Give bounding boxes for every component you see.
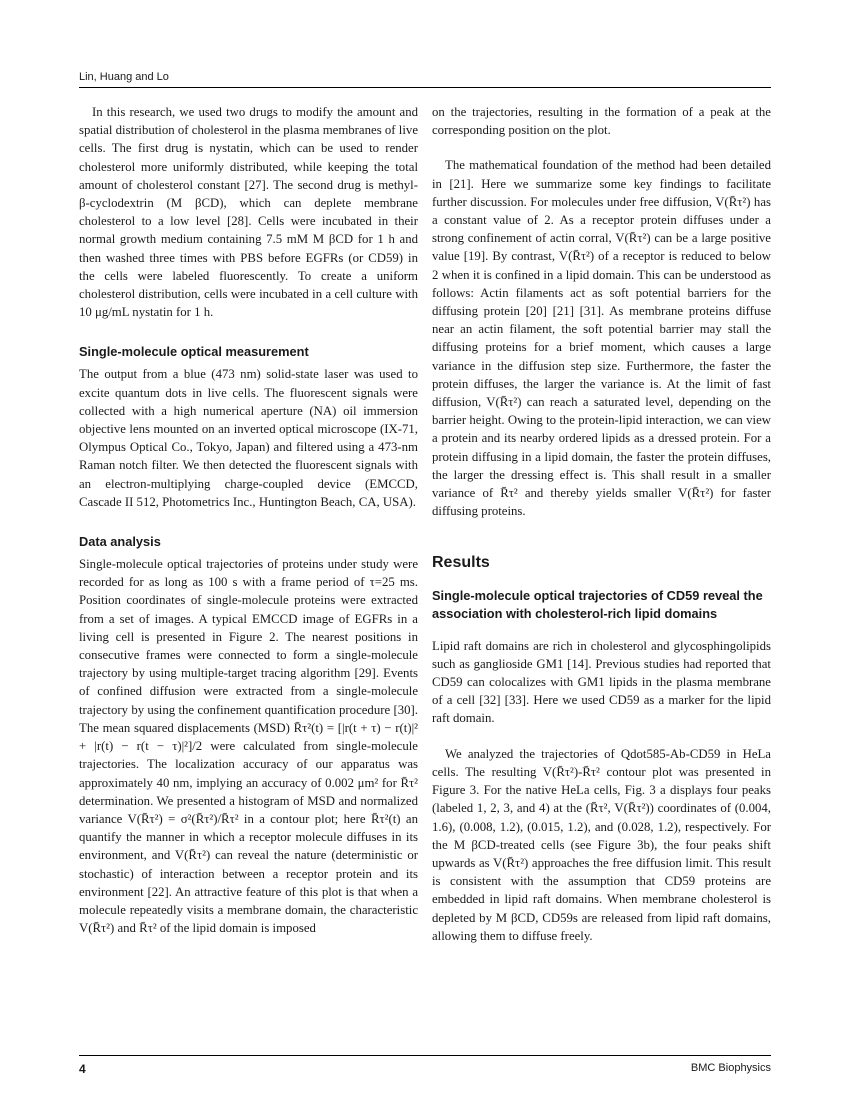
- page-footer: [79, 1055, 771, 1076]
- paragraph: Lipid raft domains are rich in cholesterol and glycosphingolipids such as ganglioside GM1 [14]. Previous studies had reported that CD59 can colocalizes with GM1 lipids in the plasma membrane of a cell [32] [33]. Here we used CD59 as a marker for the lipid raft domain.: [432, 638, 771, 726]
- left-column: [79, 103, 418, 937]
- journal-name: BMC Biophysics: [690, 1062, 771, 1074]
- paragraph: We analyzed the trajectories of Qdot585-Ab-CD59 in HeLa cells. The resulting V(R̄τ²)-R̄τ² contour plot was presented in Figure 3. For the native HeLa cells, Fig. 3 a displays four peaks (labeled 1, 2, 3, and 4) at the (R̄τ², V(R̄τ²)) coordinates of (0.004, 1.6), (0.008, 1.2), (0.015, 1.2), and (0.028, 1.2), respectively. For the M βCD-treated cells (see Figure 3b), the four peaks shift upwards as V(R̄τ²) approaches the free diffusion limit. This result is consistent with the assumption that CD59 proteins are embedded in lipid raft domains. When membrane cholesterol is depleted by M βCD, CD59s are released from lipid raft domains, allowing them to diffuse freely.: [432, 746, 771, 943]
- results-heading: Results: [432, 554, 490, 572]
- section-heading-data-analysis: Data analysis: [79, 534, 161, 550]
- paragraph: The output from a blue (473 nm) solid-state laser was used to excite quantum dots in live cells. The fluorescent signals were collected with a high numerical aperture (NA) oil immersion objective lens mounted on an inverted optical microscope (IX-71, Olympus Optical Co., Tokyo, Japan) and filtered using a 473-nm Raman notch filter. We then detected the fluorescent signals with an electron-multiplying charge-coupled device (EMCCD, Cascade II 512, Photometrics Inc., Huntington Beach, CA, USA).: [79, 367, 418, 509]
- section-heading-optical-measurement: Single-molecule optical measurement: [79, 344, 309, 360]
- paragraph: In this research, we used two drugs to modify the amount and spatial distribution of cholesterol in the plasma membranes of live cells. The first drug is nystatin, which can be used to render cholesterol more uniformly distributed, while keeping the total amount of cholesterol constant [27]. The second drug is methyl- β-cyclodextrin (M βCD), which can deplete membrane cholesterol to a low level [28]. Cells were incubated in their normal growth medium containing 7.5 mM M βCD for 1 h and then washed three times with PBS before EGFRs (or CD59) in the cells were labeled fluorescently. To create a uniform cholesterol distribution, cells were incubated in a cell culture with 10 μg/mL nystatin for 1 h.: [79, 105, 418, 320]
- running-head-authors: Lin, Huang and Lo: [79, 71, 169, 83]
- subsection-heading-cd59: Single-molecule optical trajectories of CD59 reveal the association with cholesterol-rich lipid domains: [432, 587, 763, 621]
- right-column: [432, 103, 771, 945]
- paragraph: The mathematical foundation of the method had been detailed in [21]. Here we summarize some key findings to facilitate further discussion. For molecules under free diffusion, V(R̄τ²) has a constant value of 2. As a receptor protein diffuses under a strong confinement of actin corral, V(R̄τ²) can be a large positive value [19]. By contrast, V(R̄τ²) of a receptor is reduced to below 2 when it is confined in a lipid domain. This can be understood as follows: Actin filaments act as soft potential barriers for the diffusing protein [20] [21] [31]. As membrane proteins diffuse near an actin filament, the soft potential barrier may stall the diffusing proteins for a brief moment, which causes a large variance in the diffusion step size. Furthermore, the faster the protein diffuses, the larger the variance is. At the limit of fast diffusion, V(R̄τ²) can reach a saturated level, depending on the barrier height. Owing to the protein-lipid interaction, we can view a protein and its nearby ordered lipids as a dressed protein. For a protein diffusing in a lipid domain, the faster the protein diffuses, the larger the dressing effect is. This shall result in a smaller variance of R̄τ² and thereby yields smaller V(R̄τ²) for faster diffusing proteins.: [432, 158, 771, 519]
- paragraph: on the trajectories, resulting in the formation of a peak at the corresponding position on the plot.: [432, 105, 771, 138]
- page-number: 4: [79, 1062, 86, 1076]
- paragraph: Single-molecule optical trajectories of proteins under study were recorded for as long as 100 s with a frame period of τ=25 ms. Position coordinates of single-molecule proteins were extracted from a set of images. A typical EMCCD image of EGFRs in a living cell is presented in Figure 2. The nearest positions in consecutive frames were connected to form a single-molecule trajectory by using multiple-target tracing algorithm [29]. Events of confined diffusion were extracted from a single-molecule trajectory by using the confinement quantification procedure [30]. The mean squared displacements (MSD) R̄τ²(t) = [|r(t + τ) − r(t)|² + |r(t) − r(t − τ)|²]/2 were calculated from single-molecule trajectories. The localization accuracy of our apparatus was approximately 40 nm, implying an accuracy of 0.002 μm² for R̄τ² determination. We presented a histogram of MSD and normalized variance V(R̄τ²) = σ²(R̄τ²)/R̄τ² in a contour plot; here R̄τ²(t) an quantify the manner in which a receptor molecule diffuses in its environment, and V(R̄τ²) can reveal the nature (deterministic or stochastic) of interaction between a receptor protein and its environment [22]. An attractive feature of this plot is that when a molecule repeatedly visits a membrane domain, the characteristic V(R̄τ²) and R̄τ² of the lipid domain is imposed: [79, 557, 418, 936]
- running-head: [79, 71, 771, 88]
